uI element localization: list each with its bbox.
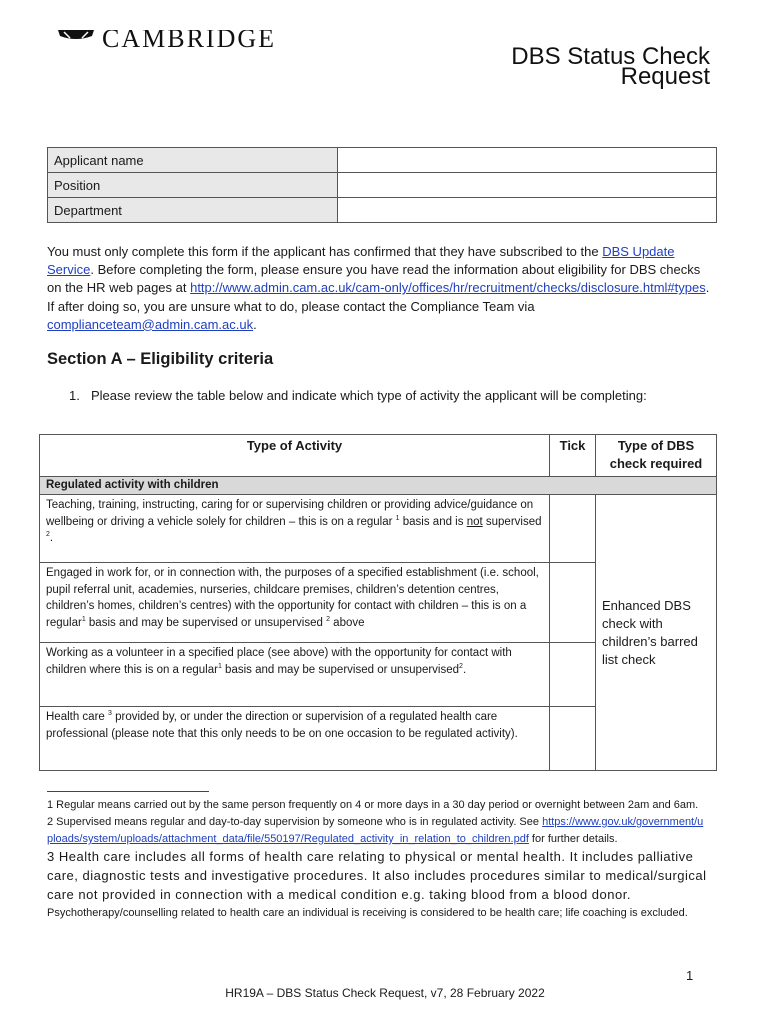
activity-description: Health care $^3$ provided by, or under the direction or supervision of a regulated health care professional (please note that this only needs to be on one occasion to be regulated activity). xyxy=(40,707,550,771)
section-a-heading: Section A – Eligibility criteria xyxy=(47,350,274,368)
compliance-email-link[interactable]: complianceteam@admin.cam.ac.uk xyxy=(47,316,254,332)
intro-text: . If after doing so, you are unsure what to do, please contact the Compliance Team via xyxy=(47,280,710,314)
activity-column-header: Type of Activity xyxy=(40,435,550,477)
document-title xyxy=(511,43,710,90)
intro-text: . Before completing the form, please ensure you have read the information about eligibility for DBS checks on the HR web pages at xyxy=(47,262,701,296)
group-row xyxy=(40,477,717,495)
hr-web-pages-link[interactable]: http://www.admin.cam.ac.uk/cam-only/offices/hr/recruitment/checks/disclosure.html#types xyxy=(190,280,706,296)
activity-table xyxy=(39,434,717,771)
page-footer: HR19A – DBS Status Check Request, v7, 28 February 2022 xyxy=(225,986,545,1000)
footnotes xyxy=(47,797,707,922)
crest-icon xyxy=(56,30,96,52)
tick-cell[interactable] xyxy=(550,643,596,707)
activity-description: Working as a volunteer in a specified place (see above) with the opportunity for contact with children where this is on a regular$^1$ basis and may be supervised or unsupervised$^2$. xyxy=(40,643,550,707)
intro-text: . xyxy=(253,316,257,332)
dbs-update-service-link[interactable]: DBS Update Service xyxy=(47,244,675,278)
question-text: Please review the table below and indicate which type of activity the applicant will be completing: xyxy=(91,388,647,403)
activity-description: Teaching, training, instructing, caring for or supervising children or providing advice/guidance on wellbeing or driving a vehicle solely for children – this is on a regular $^1$ basis and is not supervised $^2$. xyxy=(40,495,550,563)
dbs-check-required: Enhanced DBS check with children’s barred list check xyxy=(596,495,717,771)
footnote-divider xyxy=(47,791,209,792)
dbs-column-header: Type of DBS check required xyxy=(596,435,717,477)
tick-column-header: Tick xyxy=(550,435,596,477)
table-row xyxy=(48,148,717,173)
intro-paragraph xyxy=(47,243,717,334)
question-1 xyxy=(69,385,689,406)
position-field[interactable] xyxy=(338,173,717,198)
footnote-2: 2 Supervised means regular and day-to-day supervision by someone who is in regulated activity. See https://www.gov.uk/government/uploads/system/uploads/attachment_data/file/550197/Regulated_activity_in_relation_to_children.pdf for further details. xyxy=(47,816,704,845)
table-row xyxy=(48,198,717,223)
title-line-1: DBS Status Check xyxy=(511,43,710,70)
department-field[interactable] xyxy=(338,198,717,223)
title-line-2: Request xyxy=(620,63,710,90)
field-label: Department xyxy=(48,198,338,223)
activity-description: Engaged in work for, or in connection with, the purposes of a specified establishment (i.e. school, pupil referral unit, academies, nurseries, childcare premises, children’s detention centres, children’s homes, children’s centres) with the opportunity for contact with children – this is on a regular$^1$ basis and may be supervised or unsupervised $^2$ above xyxy=(40,563,550,643)
question-number: 1. xyxy=(69,388,80,403)
regulated-activity-link[interactable]: https://www.gov.uk/government/uploads/system/uploads/attachment_data/file/550197/Regulated_activity_in_relation_to_children.pdf xyxy=(47,816,704,845)
table-row xyxy=(48,173,717,198)
group-label: Regulated activity with children xyxy=(40,477,717,495)
tick-cell[interactable] xyxy=(550,563,596,643)
field-label: Position xyxy=(48,173,338,198)
footnote-1: 1 Regular means carried out by the same person frequently on 4 or more days in a 30 day period or overnight between 2am and 6am. xyxy=(47,799,699,811)
table-row xyxy=(40,495,717,563)
page-number: 1 xyxy=(686,968,694,983)
applicant-details-table xyxy=(47,147,717,223)
table-header-row xyxy=(40,435,717,477)
tick-cell[interactable] xyxy=(550,707,596,771)
university-logo xyxy=(56,30,276,52)
tick-cell[interactable] xyxy=(550,495,596,563)
intro-text: You must only complete this form if the applicant has confirmed that they have subscribed to the xyxy=(47,244,603,259)
applicant-name-field[interactable] xyxy=(338,148,717,173)
logo-wordmark: CAMBRIDGE xyxy=(102,30,277,52)
footnote-3: 3 Health care includes all forms of health care relating to physical or mental health. It includes palliative care, diagnostic tests and investigative procedures. It also includes procedures similar to medical/surgical care not provided in connection with a medical condition e.g. taking blood from a blood donor. Psychotherapy/counselling related to health care an individual is receiving is considered to be health care; life coaching is excluded. xyxy=(47,849,707,919)
field-label: Applicant name xyxy=(48,148,338,173)
